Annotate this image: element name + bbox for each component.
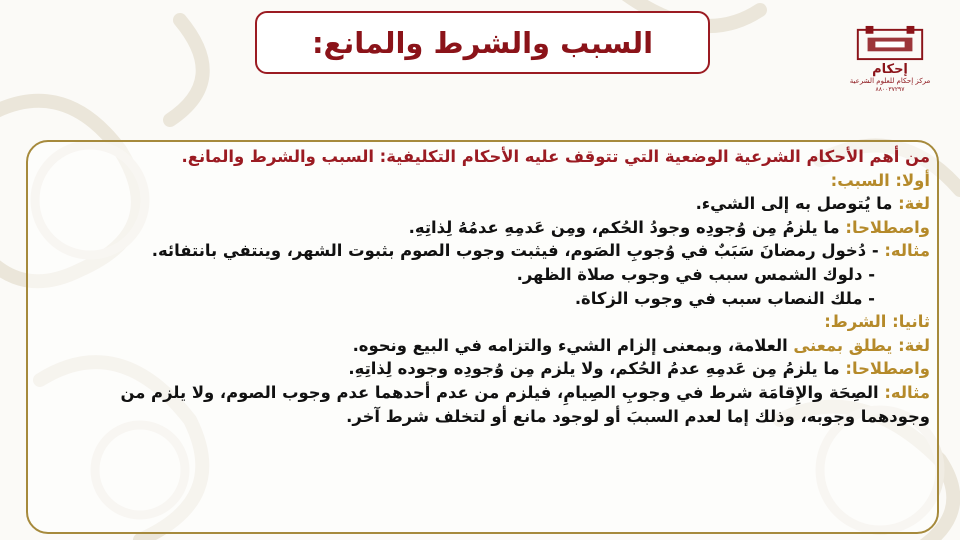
istilah-text: ما يلزمُ مِن عَدمِهِ عدمُ الحُكم، ولا يلزم مِن وُجودِه وجوده لِذاتِهِ. <box>348 359 846 379</box>
page-title: السبب والشرط والمانع: <box>311 25 654 60</box>
logo-emblem-icon <box>847 24 933 63</box>
lugha-text-highlight: يطلق بمعنى <box>793 335 899 355</box>
section1-istilah <box>40 216 930 240</box>
content-text <box>40 145 930 428</box>
lugha-label: لغة: <box>898 194 930 214</box>
section2-lugha <box>40 334 930 358</box>
section2-mithal <box>40 381 930 405</box>
istilah-label: واصطلاحا: <box>845 359 930 379</box>
title-box <box>255 11 710 74</box>
mithal-label: مثاله: <box>884 382 930 402</box>
section2-mithal-continued: وجودهما وجوبه، وذلك إما لعدم السببَ أو لوجود مانع أو لتخلف شرط آخر. <box>346 406 930 426</box>
logo-subtitle: مركز إحكام للعلوم الشرعية <box>849 77 931 85</box>
example-item: - دلوك الشمس سبب في وجوب صلاة الظهر. <box>516 264 875 284</box>
intro-line: من أهم الأحكام الشرعية الوضعية التي تتوقف عليه الأحكام التكليفية: السبب والشرط والمانع. <box>181 147 930 166</box>
lugha-text: ما يُتوصل به إلى الشيء. <box>695 194 899 214</box>
lugha-label: لغة: <box>898 335 930 355</box>
logo-number: ٨٨٠٠٣٧٢٩٧ <box>875 86 905 93</box>
section1-heading: أولا: السبب: <box>830 170 930 190</box>
section1-lugha <box>40 192 930 216</box>
section2-heading: ثانيا: الشرط: <box>824 312 930 332</box>
section2-istilah <box>40 357 930 381</box>
mithal-text: الصِحَة والإِقامَة شرط في وجوبِ الصِيامِ، فيلزم من عدم أحدهما عدم وجوب الصوم، ولا يلزم من <box>120 382 885 402</box>
istilah-label: واصطلاحا: <box>845 217 930 237</box>
mithal-text: - دُخول رمضانَ سَبَبٌ في وُجوبِ الصَوم، فيثبت وجوب الصوم بثبوت الشهر، وينتفي بانتفائه. <box>151 241 885 261</box>
lugha-text: العلامة، وبمعنى إلزام الشيء والتزامه في البيع ونحوه. <box>352 335 794 355</box>
mithal-label: مثاله: <box>884 241 930 261</box>
istilah-text: ما يلزمُ مِن وُجودِه وجودُ الحُكم، ومِن عَدمِهِ عدمُهُ لِذاتِهِ. <box>408 217 846 237</box>
section1-mithal <box>40 239 930 263</box>
example-item: - ملك النصاب سبب في وجوب الزكاة. <box>574 288 875 308</box>
logo-name: إحكام <box>872 62 908 77</box>
logo <box>844 24 936 94</box>
